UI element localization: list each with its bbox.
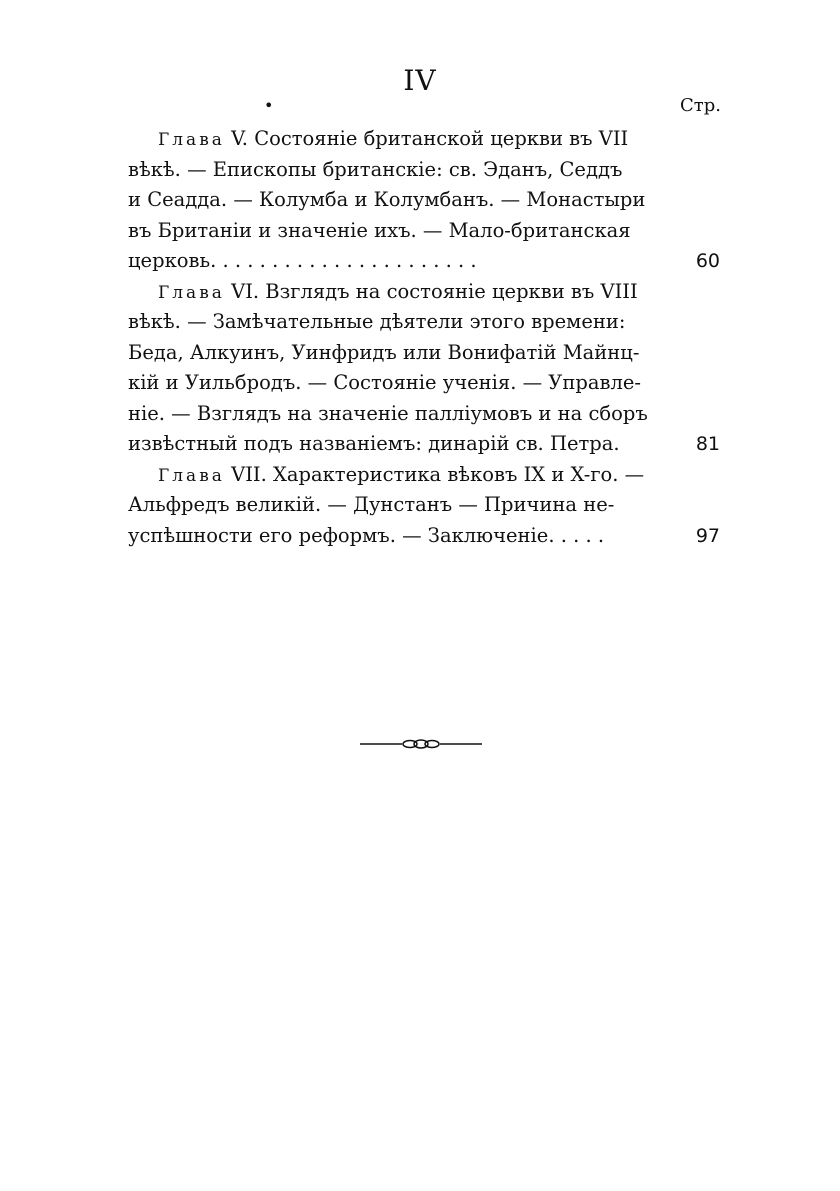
table-of-contents bbox=[128, 124, 720, 551]
toc-entry-line bbox=[128, 246, 720, 277]
entry-text: въ Британіи и значеніе ихъ. — Мало-британская bbox=[128, 218, 631, 242]
entry-text: Беда, Алкуинъ, Уинфридъ или Вонифатій Майнц- bbox=[128, 340, 640, 364]
entry-text: Альфредъ великій. — Дунстанъ — Причина не- bbox=[128, 493, 615, 516]
entry-text: успѣшности его реформъ. — Заключеніе. . . . . bbox=[128, 523, 605, 547]
toc-entry-line bbox=[128, 521, 720, 552]
entry-text: вѣкѣ. — Епископы британскіе: св. Эданъ, Седдъ bbox=[128, 157, 623, 181]
page-number: IV bbox=[403, 64, 437, 97]
entry-heading bbox=[158, 460, 644, 491]
page-ref: 81 bbox=[695, 433, 720, 455]
toc-entry-line bbox=[128, 338, 720, 369]
toc-entry-line bbox=[128, 155, 720, 186]
chapter-label: Глава bbox=[158, 130, 225, 150]
toc-entry-line bbox=[128, 460, 720, 491]
toc-entry-line bbox=[128, 307, 720, 338]
toc-entry-line bbox=[128, 216, 720, 247]
toc-entry-line bbox=[128, 399, 720, 430]
toc-entry-line bbox=[128, 124, 720, 155]
entry-text: церковь. . . . . . . . . . . . . . . . . . . . . . bbox=[128, 249, 477, 272]
chapter-number: V. bbox=[231, 127, 248, 150]
entry-text: Взглядъ на состояніе церкви въ VIII bbox=[265, 279, 638, 303]
entry-text: кій и Уильбродъ. — Состояніе ученія. — Управле- bbox=[128, 371, 641, 394]
entry-text: Состояніе британской церкви въ VII bbox=[254, 127, 629, 150]
entry-text: ніе. — Взглядъ на значеніе палліумовъ и на сборъ bbox=[128, 401, 648, 425]
toc-entry-line bbox=[128, 185, 720, 216]
chapter-label: Глава bbox=[158, 465, 225, 486]
entry-text: и Сеадда. — Колумба и Колумбанъ. — Монастыри bbox=[128, 188, 646, 211]
page-column-label: Стр. bbox=[680, 95, 721, 116]
chapter-label: Глава bbox=[158, 282, 225, 303]
chapter-number: VI. bbox=[231, 279, 260, 303]
entry-heading bbox=[158, 124, 628, 155]
page-ref: 97 bbox=[695, 524, 720, 547]
ornament-divider bbox=[358, 732, 484, 756]
entry-text: Характеристика вѣковъ IX и X-го. — bbox=[273, 462, 645, 486]
toc-entry-line bbox=[128, 429, 720, 460]
toc-entry-line bbox=[128, 368, 720, 399]
bullet-mark: • bbox=[264, 96, 274, 115]
page-ref: 60 bbox=[695, 250, 720, 272]
entry-text: вѣкѣ. — Замѣчательные дѣятели этого времени: bbox=[128, 310, 626, 333]
toc-entry-line bbox=[128, 490, 720, 521]
chapter-number: VII. bbox=[231, 462, 267, 486]
entry-heading bbox=[158, 277, 638, 308]
entry-text: извѣстный подъ названіемъ: динарій св. Петра. bbox=[128, 432, 620, 455]
toc-entry-line bbox=[128, 277, 720, 308]
